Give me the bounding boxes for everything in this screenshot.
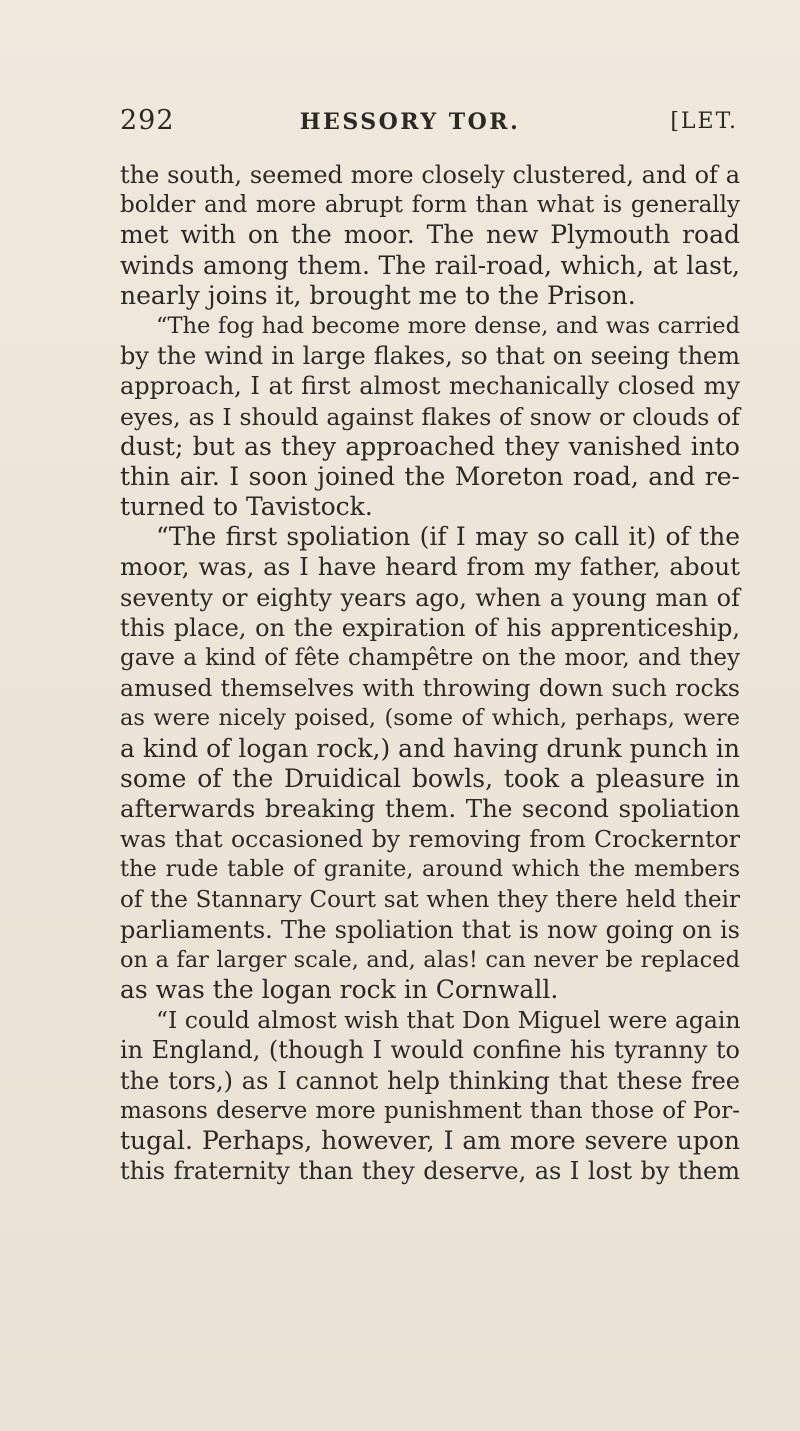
text-line: the tors,) as I cannot help thinking that these free	[120, 1066, 740, 1095]
text-line: by the wind in large flakes, so that on seeing them	[120, 342, 740, 371]
text-line: approach, I at first almost mechanically closed my	[120, 372, 740, 401]
text-line: the rude table of granite, around which the members	[120, 856, 740, 883]
text-line: “I could almost wish that Don Miguel were again	[156, 1006, 741, 1035]
text-line: gave a kind of fête champêtre on the moor, and they	[120, 645, 740, 671]
text-line: “The fog had become more dense, and was carried	[156, 312, 740, 339]
text-line: was that occasioned by removing from Crockerntor	[120, 825, 740, 854]
text-line: on a far larger scale, and, alas! can never be replaced	[120, 946, 740, 973]
text-line: a kind of logan rock,) and having drunk punch in	[120, 733, 740, 763]
body-text	[120, 160, 740, 1186]
text-line: afterwards breaking them. The second spoliation	[120, 793, 740, 823]
text-line: amused themselves with throwing down such rocks	[120, 674, 740, 703]
text-line: dust; but as they approached they vanished into	[120, 431, 740, 461]
text-line: masons deserve more punishment than those of Por-	[120, 1097, 740, 1124]
text-line: met with on the moor. The new Plymouth road	[120, 220, 740, 250]
text-line: bolder and more abrupt form than what is generally	[120, 192, 740, 219]
text-line: the south, seemed more closely clustered, and of a	[120, 161, 740, 189]
text-line: parliaments. The spoliation that is now going on is	[120, 915, 740, 944]
text-line: moor, was, as I have heard from my father, about	[120, 552, 740, 582]
text-line: “The first spoliation (if I may so call it) of the	[156, 522, 740, 552]
text-line: turned to Tavistock.	[120, 492, 373, 522]
text-line: this place, on the expiration of his apprenticeship,	[120, 613, 740, 642]
text-line: as were nicely poised, (some of which, perhaps, were	[120, 705, 740, 732]
text-line: seventy or eighty years ago, when a young man of	[120, 583, 740, 612]
text-line: of the Stannary Court sat when they there held their	[120, 886, 740, 913]
text-line: winds among them. The rail-road, which, at last,	[120, 250, 740, 280]
text-line: as was the logan rock in Cornwall.	[120, 975, 559, 1005]
text-line: in England, (though I would confine his tyranny to	[120, 1036, 740, 1065]
text-line: tugal. Perhaps, however, I am more severe upon	[120, 1126, 740, 1155]
text-line: thin air. I soon joined the Moreton road, and re-	[120, 461, 740, 491]
text-line: some of the Druidical bowls, took a pleasure in	[120, 763, 740, 793]
page-number: 292	[120, 105, 175, 136]
chapter-mark: [LET.	[670, 109, 738, 134]
text-line: nearly joins it, brought me to the Prison.	[120, 280, 636, 310]
text-line: eyes, as I should against flakes of snow or clouds of	[120, 402, 740, 431]
running-title: HESSORY TOR.	[299, 109, 521, 135]
text-line: this fraternity than they deserve, as I lost by them	[120, 1157, 740, 1186]
running-head	[120, 104, 738, 138]
